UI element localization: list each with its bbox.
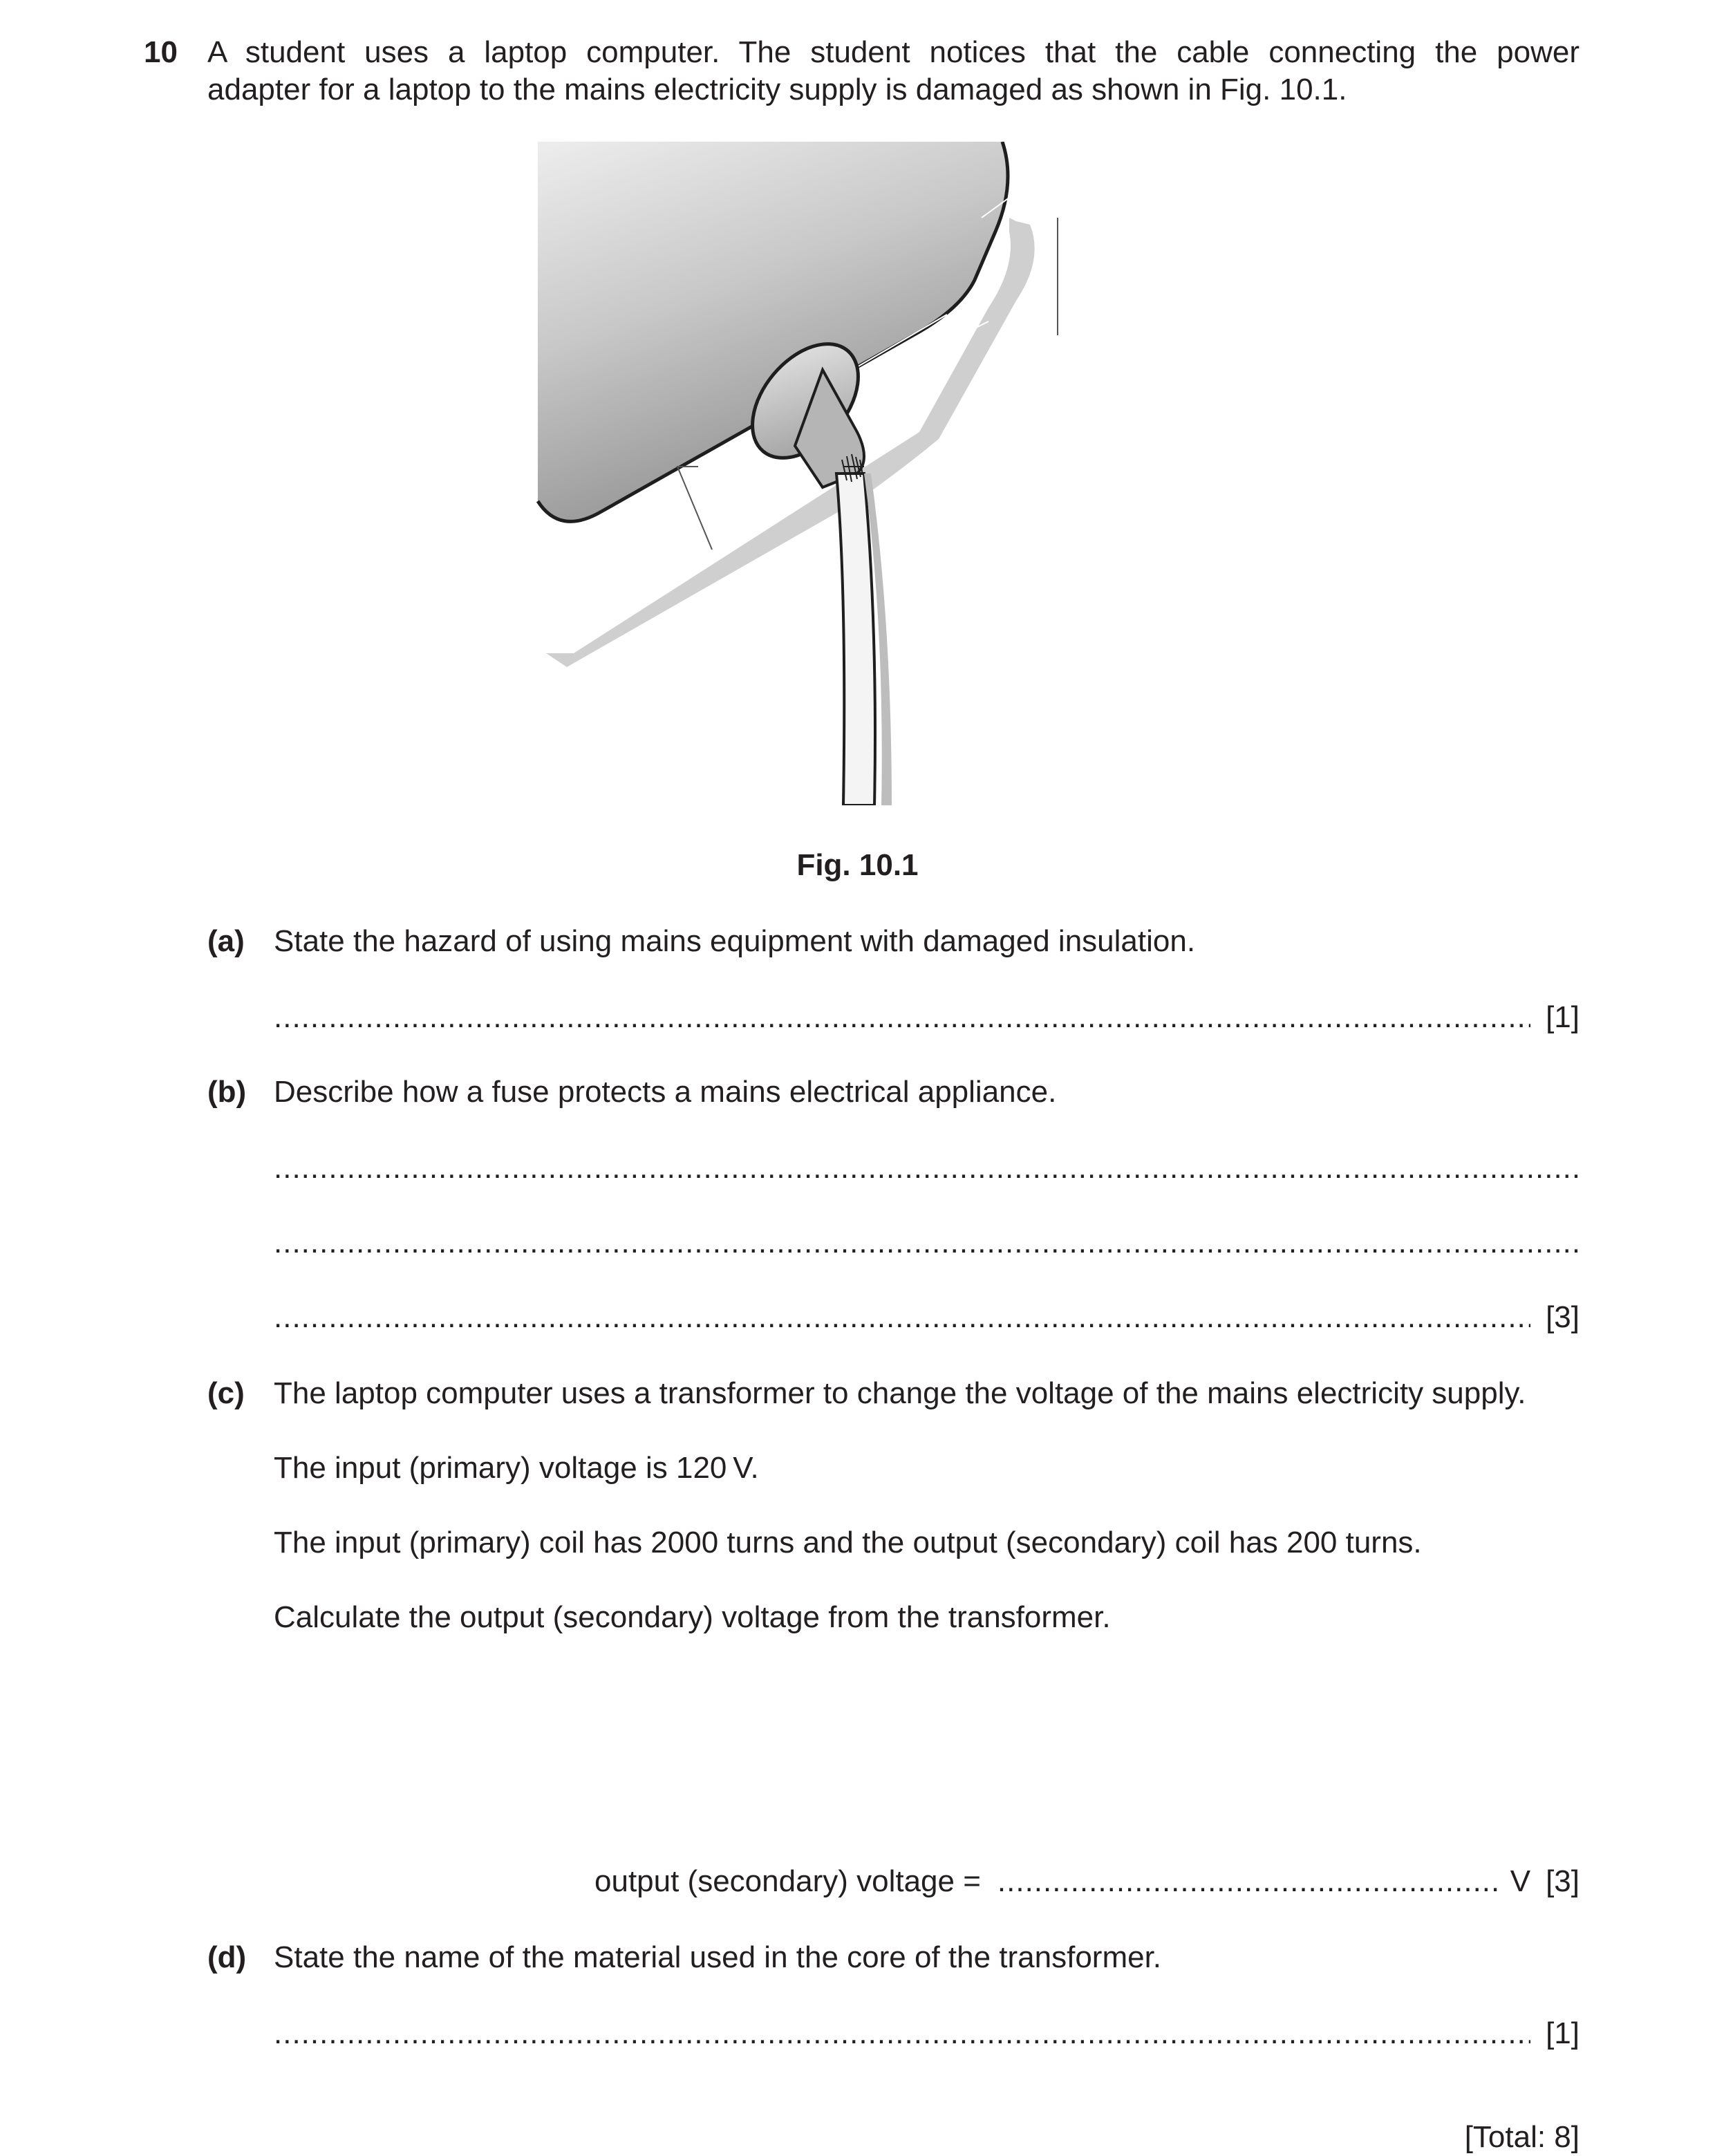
part-c-answer-line[interactable] xyxy=(594,1864,1580,1900)
part-b-marks: [3] xyxy=(1546,1300,1580,1334)
mains-cable xyxy=(836,474,875,805)
part-b-text: Describe how a fuse protects a mains electrical appliance. xyxy=(274,1075,1057,1109)
question-intro-line-2: adapter for a laptop to the mains electricity supply is damaged as shown in Fig. 10.1. xyxy=(207,73,1347,106)
part-d-marks: [1] xyxy=(1546,2016,1580,2050)
part-d-answer-line[interactable] xyxy=(274,2016,1580,2052)
part-b-answer-line-1[interactable] xyxy=(274,1150,1580,1187)
part-d-label: (d) xyxy=(207,1940,247,1974)
question-number: 10 xyxy=(144,35,178,69)
part-a-label: (a) xyxy=(207,924,245,958)
part-c-marks: [3] xyxy=(1546,1864,1580,1898)
part-c-unit: V xyxy=(1510,1864,1531,1898)
part-b-answer-line-3[interactable] xyxy=(274,1300,1580,1336)
total-marks: [Total: 8] xyxy=(1464,2120,1580,2154)
part-d-text: State the name of the material used in the core of the transformer. xyxy=(274,1940,1162,1974)
part-c-text-1: The laptop computer uses a transformer to change the voltage of the mains electricity supply. xyxy=(274,1376,1526,1410)
part-a-text: State the hazard of using mains equipment with damaged insulation. xyxy=(274,924,1196,958)
part-b-answer-line-2[interactable] xyxy=(274,1225,1580,1262)
part-c-label: (c) xyxy=(207,1376,245,1410)
part-b-label: (b) xyxy=(207,1075,247,1109)
part-a-answer-line[interactable] xyxy=(274,1000,1580,1036)
part-c-text-2: The input (primary) voltage is 120 V. xyxy=(274,1451,759,1485)
part-a-marks: [1] xyxy=(1546,1000,1580,1034)
laptop-body xyxy=(538,142,1008,521)
part-c-text-4: Calculate the output (secondary) voltage from the transformer. xyxy=(274,1600,1111,1634)
figure-caption: Fig. 10.1 xyxy=(796,848,919,882)
damaged-cable-figure xyxy=(532,142,1065,805)
part-c-answer-label: output (secondary) voltage = xyxy=(594,1864,981,1898)
part-c-text-3: The input (primary) coil has 2000 turns and the output (secondary) coil has 200 turns. xyxy=(274,1526,1422,1559)
question-intro-line-1: A student uses a laptop computer. The student notices that the cable connecting the power xyxy=(207,35,1580,69)
